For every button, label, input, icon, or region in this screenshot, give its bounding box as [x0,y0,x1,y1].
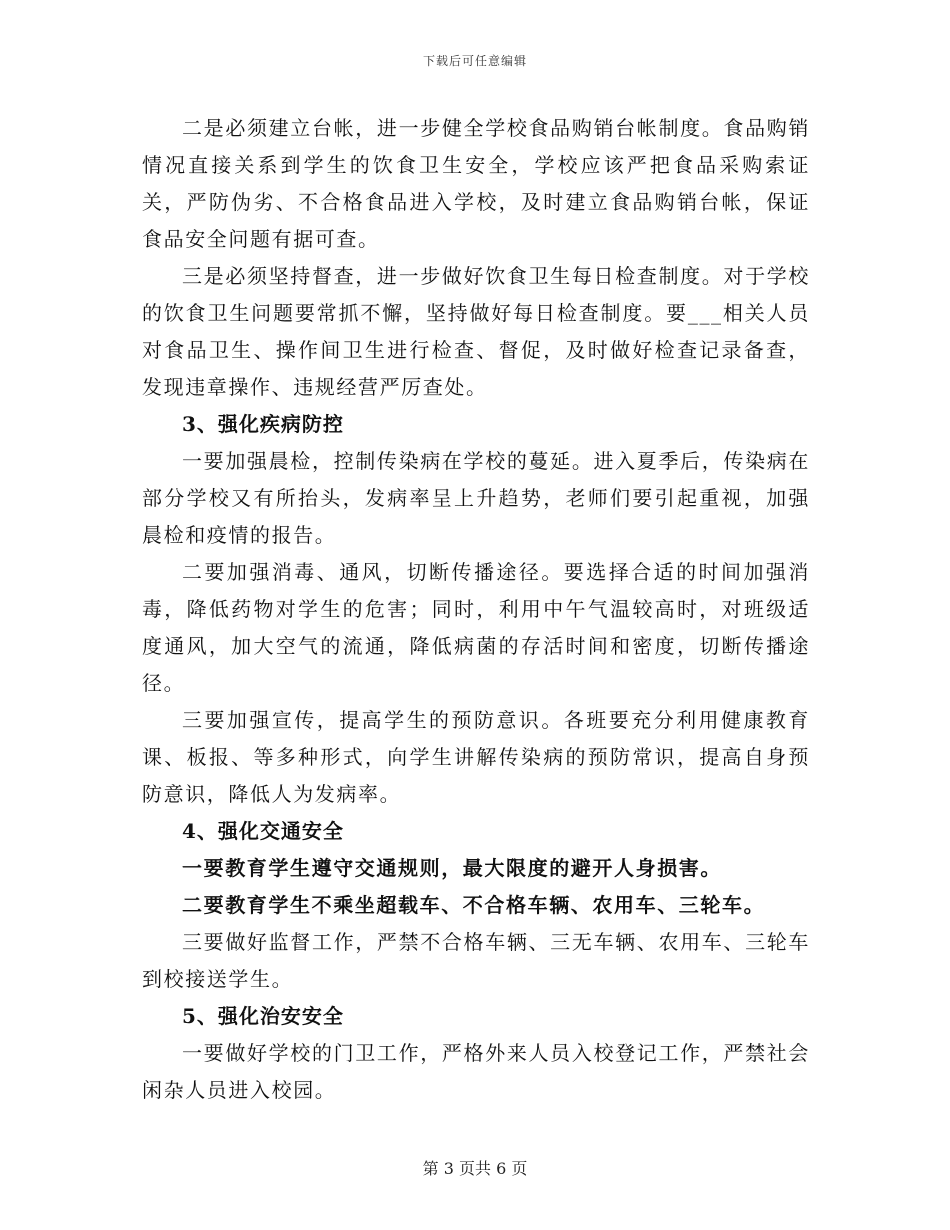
section-heading-security: 5、强化治安安全 [182,1004,344,1028]
paragraph-disinfection: 二要加强消毒、通风，切断传播途径。要选择合适的时间加强消毒，降低药物对学生的危害；同时，利用中午气温较高时，对班级适度通风，加大空气的流通，降低病菌的存活时间和密度，切断传播途径。 [142,560,810,695]
paragraph-awareness: 三要加强宣传，提高学生的预防意识。各班要充分利用健康教育课、板报、等多种形式，向学生讲解传染病的预防常识，提高自身预防意识，降低人为发病率。 [142,708,810,806]
section-heading-traffic-safety: 4、强化交通安全 [182,819,344,843]
paragraph-food-ledger: 二是必须建立台帐，进一步健全学校食品购销台帐制度。食品购销情况直接关系到学生的饮食卫生安全，学校应该严把食品采购索证关，严防伪劣、不合格食品进入学校，及时建立食品购销台帐，保证食品安全问题有据可查。 [142,116,810,251]
paragraph-vehicle-supervision: 三要做好监督工作，严禁不合格车辆、三无车辆、农用车、三轮车到校接送学生。 [142,930,810,991]
paragraph-traffic-rules: 一要教育学生遵守交通规则，最大限度的避开人身损害。 [182,856,722,880]
section-heading-disease-control: 3、强化疾病防控 [182,412,344,436]
page-number-footer: 第 3 页共 6 页 [422,1159,528,1178]
paragraph-no-overloaded-vehicles: 二要教育学生不乘坐超载车、不合格车辆、农用车、三轮车。 [182,893,766,917]
paragraph-gate-guard: 一要做好学校的门卫工作，严格外来人员入校登记工作，严禁社会闲杂人员进入校园。 [142,1041,810,1102]
page-header: 下载后可任意编辑 [422,54,527,68]
document-body [142,110,810,1109]
paragraph-morning-check: 一要加强晨检，控制传染病在学校的蔓延。进入夏季后，传染病在部分学校又有所抬头，发病率呈上升趋势，老师们要引起重视，加强晨检和疫情的报告。 [142,449,810,547]
paragraph-food-inspection: 三是必须坚持督查，进一步做好饮食卫生每日检查制度。对于学校的饮食卫生问题要常抓不懈，坚持做好每日检查制度。要___相关人员对食品卫生、操作间卫生进行检查、督促，及时做好检查记录备查，发现违章操作、违规经营严厉查处。 [142,264,810,399]
